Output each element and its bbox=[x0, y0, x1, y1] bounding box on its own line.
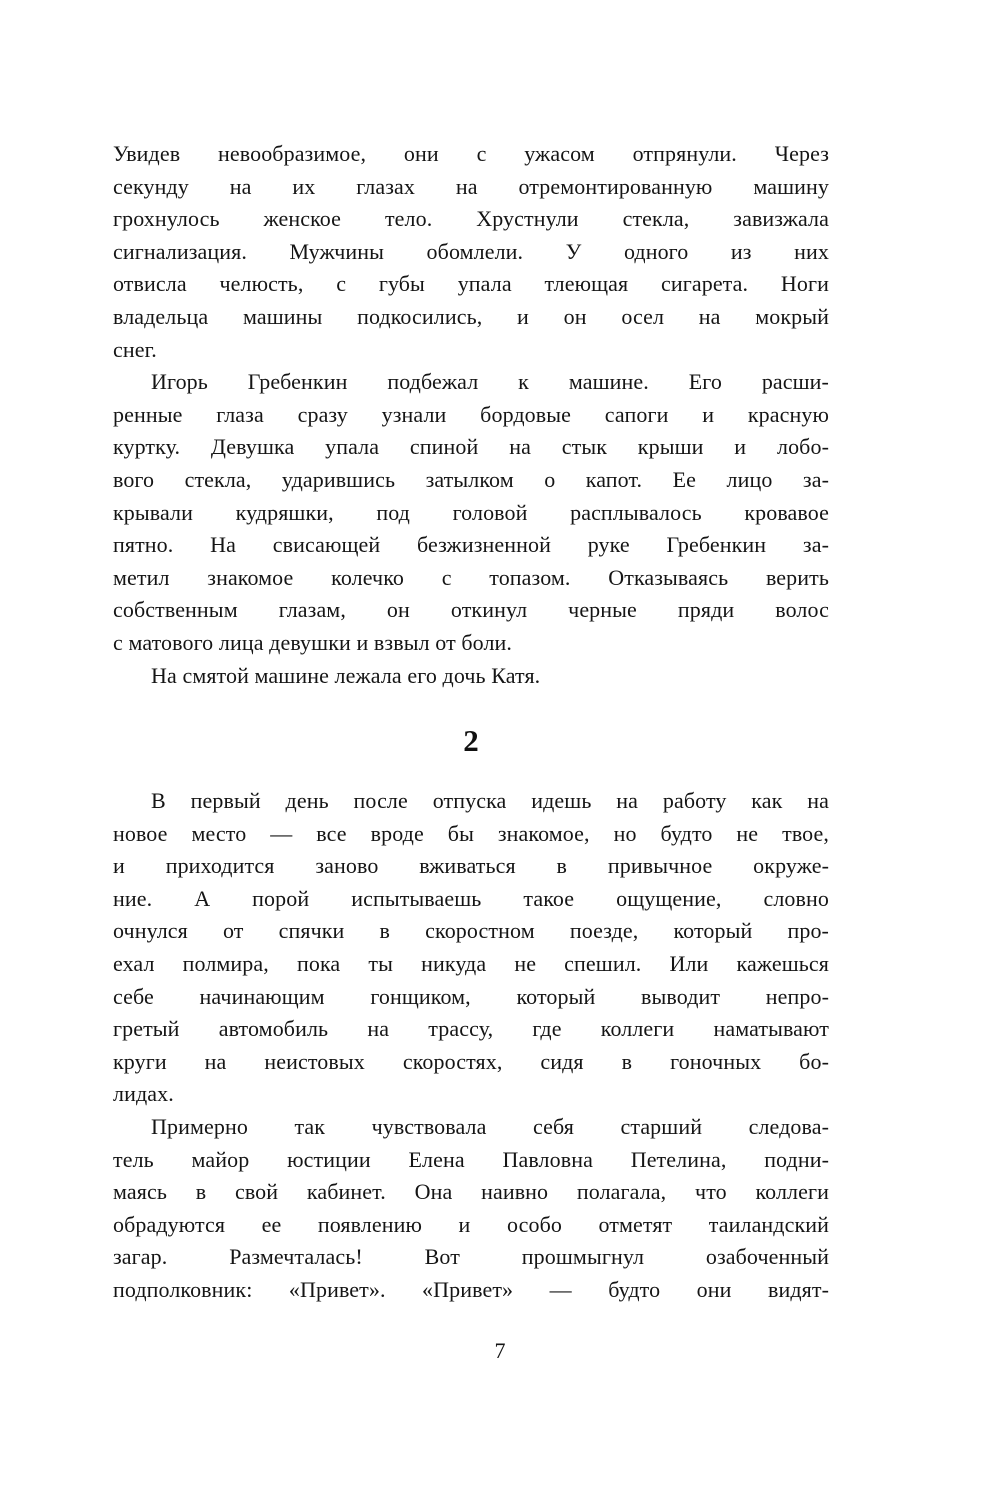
text-line: крывали кудряшки, под головой расплывалось кровавое bbox=[113, 499, 829, 525]
text-line: ние. А порой испытываешь такое ощущение, словно bbox=[113, 885, 829, 911]
text-line: собственным глазам, он откинул черные пряди волос bbox=[113, 597, 829, 623]
text-line: лидах. bbox=[113, 1081, 174, 1107]
text-block bbox=[113, 138, 829, 1307]
text-line: секунду на их глазах на отремонтированную машину bbox=[113, 173, 829, 199]
text-line: подполковник: «Привет». «Привет» — будто они видят- bbox=[113, 1277, 829, 1302]
paragraph bbox=[113, 138, 829, 366]
text-line: снег. bbox=[113, 336, 157, 362]
chapter-heading: 2 bbox=[463, 723, 479, 759]
text-line: сигнализация. Мужчины обомлели. У одного из них bbox=[113, 238, 829, 264]
paragraph bbox=[113, 660, 829, 693]
text-line: и приходится заново вживаться в привычное окруже- bbox=[113, 853, 829, 879]
text-line: пятно. На свисающей безжизненной руке Гребенкин за- bbox=[113, 532, 829, 558]
text-line: владельца машины подкосились, и он осел на мокрый bbox=[113, 303, 829, 329]
text-line: новое место — все вроде бы знакомое, но будто не твое, bbox=[113, 820, 829, 846]
text-line: маясь в свой кабинет. Она наивно полагала, что коллеги bbox=[113, 1179, 829, 1205]
text-line: отвисла челюсть, с губы упала тлеющая сигарета. Ноги bbox=[113, 271, 829, 297]
text-line: загар. Размечталась! Вот прошмыгнул озабоченный bbox=[113, 1244, 829, 1270]
text-line: В первый день после отпуска идешь на работу как на bbox=[151, 788, 829, 814]
text-line: обрадуются ее появлению и особо отметят таиландский bbox=[113, 1211, 829, 1237]
text-line: куртку. Девушка упала спиной на стык крыши и лобо- bbox=[113, 434, 829, 460]
text-line: На смятой машине лежала его дочь Катя. bbox=[151, 662, 541, 688]
text-line: себе начинающим гонщиком, который выводит непро- bbox=[113, 983, 829, 1009]
text-line: тель майор юстиции Елена Павловна Петелина, подни- bbox=[113, 1146, 829, 1172]
text-line: гретый автомобиль на трассу, где коллеги наматывают bbox=[113, 1016, 829, 1042]
text-line: Примерно так чувствовала себя старший следова- bbox=[151, 1114, 829, 1140]
page-number: 7 bbox=[494, 1338, 506, 1363]
text-line: очнулся от спячки в скоростном поезде, который про- bbox=[113, 918, 829, 944]
text-line: грохнулось женское тело. Хрустнули стекла, завизжала bbox=[113, 206, 829, 232]
text-line: ехал полмира, пока ты никуда не спешил. Или кажешься bbox=[113, 951, 829, 977]
paragraph bbox=[113, 1111, 829, 1307]
text-line: круги на неистовых скоростях, сидя в гоночных бо- bbox=[113, 1048, 829, 1074]
text-line: вого стекла, ударившись затылком о капот. Ее лицо за- bbox=[113, 466, 829, 492]
text-line: ренные глаза сразу узнали бордовые сапоги и красную bbox=[113, 401, 829, 427]
text-line: Игорь Гребенкин подбежал к машине. Его расши- bbox=[151, 369, 829, 395]
text-line: Увидев невообразимое, они с ужасом отпрянули. Через bbox=[113, 141, 829, 166]
paragraph bbox=[113, 366, 829, 659]
text-line: метил знакомое колечко с топазом. Отказываясь верить bbox=[113, 564, 829, 590]
text-line: с матового лица девушки и взвыл от боли. bbox=[113, 629, 513, 655]
paragraph bbox=[113, 785, 829, 1111]
